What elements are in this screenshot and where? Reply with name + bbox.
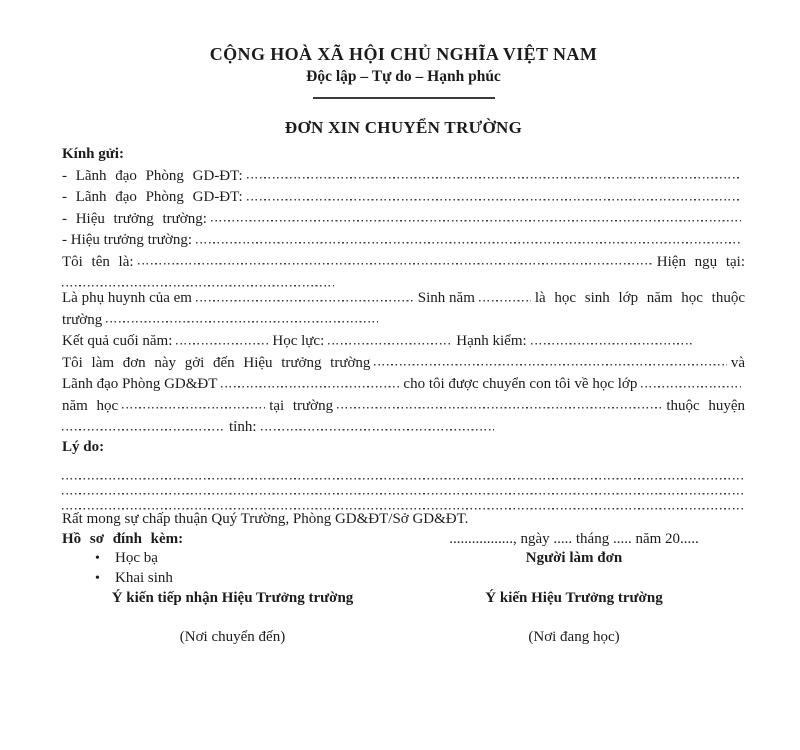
academic-field [328,330,452,345]
destination-school-label: tại trường [269,397,334,414]
birth-year-field [479,287,531,302]
applicant-name-label: Tôi tên là: [62,253,134,270]
target-principal-field [374,352,726,367]
recipient-line-4 [62,229,745,251]
opinions-note-row [62,628,745,648]
recipient-1-label: - Lãnh đạo Phòng GD-ĐT: [62,167,243,184]
closing-line [62,510,745,530]
receiving-principal-opinion-title: Ý kiến tiếp nhận Hiệu Trưởng trường [111,590,354,606]
residence-continuation-line [62,272,745,287]
header-divider [313,97,495,99]
reason-field-3 [62,495,745,510]
form-title: ĐƠN XIN CHUYỂN TRƯỜNG [284,118,523,137]
request-intro-label: Tôi làm đơn này gởi đến Hiệu trưởng trường [62,354,371,371]
attachments-label: Hồ sơ đính kèm: [62,530,184,547]
reason-line-1 [62,465,745,480]
destination-school-field [337,395,662,410]
date-place-line: ................., ngày ..... tháng ..... năm 20..... [449,530,699,547]
district-field [62,416,225,431]
request-line-2 [62,373,745,395]
form-body [62,145,745,647]
attachments-column [62,530,403,589]
applicant-name-field [138,251,653,266]
guardian-line [62,287,745,309]
residence-field [62,272,334,287]
signature-column [403,530,745,589]
recipient-1-field [247,165,741,180]
guardian-label: Là phụ huynh của em [62,290,192,306]
recipient-line-3 [62,208,745,230]
student-name-field [196,287,414,302]
academic-label: Học lực: [272,333,325,349]
attachments-date-row [62,530,745,589]
school-year-label: năm học [62,397,119,414]
school-line [62,309,745,331]
request-and-label: và [730,354,745,371]
request-line-1 [62,352,745,374]
conduct-label: Hạnh kiểm: [456,333,527,349]
attachment-item-transcript [95,549,403,569]
recipient-3-label: - Hiệu trưởng trường: [62,210,207,227]
results-line [62,330,745,352]
attachment-item-label: • Học bạ [115,550,158,566]
residence-label: Hiện ngụ tại: [656,253,745,270]
school-year-field [122,395,265,410]
attachments-list [62,549,403,588]
reason-line-3 [62,495,745,510]
province-field [261,416,494,431]
school-label: trường [62,311,103,328]
closing-text: Rất mong sự chấp thuận Quý Trường, Phòng GD&ĐT/Sở GD&ĐT. [62,511,469,527]
reason-field-2 [62,480,745,495]
request-line-3 [62,395,745,417]
attachment-item-birth-certificate [95,569,403,589]
transfer-request-label: cho tôi được chuyển con tôi về học lớp [403,376,638,392]
current-school-note: (Nơi đang học) [528,628,620,645]
recipient-4-label: - Hiệu trưởng trường: [62,232,193,248]
province-label: tỉnh: [229,419,257,435]
school-field [106,309,378,324]
birth-year-label: Sinh năm [417,290,475,306]
year-result-label: Kết quả cuối năm: [62,333,173,349]
recipient-2-label: - Lãnh đạo Phòng GD-ĐT: [62,189,243,205]
signer-label: Người làm đơn [525,550,623,566]
recipient-4-field [196,229,741,244]
recipient-3-field [211,208,741,223]
current-principal-opinion-title: Ý kiến Hiệu Trưởng trường [485,590,663,606]
grade-field [641,373,741,388]
applicant-name-line [62,251,745,273]
department-label: Lãnh đạo Phòng GD&ĐT [62,376,218,392]
national-title: CỘNG HOÀ XÃ HỘI CHỦ NGHĨA VIỆT NAM [209,44,598,64]
opinions-heading-row [62,589,745,609]
receiving-school-note: (Nơi chuyển đến) [179,628,286,645]
department-field [221,373,399,388]
recipient-2-field [247,186,741,201]
conduct-field [531,330,693,345]
attachment-item-label: • Khai sinh [115,569,173,586]
national-motto: Độc lập – Tự do – Hạnh phúc [306,68,501,85]
document-header [62,42,745,99]
salutation-label: Kính gửi: [62,146,124,162]
year-result-field [176,330,268,345]
reason-label: Lý do: [62,438,105,455]
recipient-line-2 [62,186,745,208]
salutation-label-line [62,145,745,165]
reason-field-1 [62,465,745,480]
reason-label-line [62,438,745,458]
district-label: thuộc huyện [666,397,745,414]
reason-line-2 [62,480,745,495]
recipient-line-1 [62,165,745,187]
request-line-4 [62,416,745,438]
student-of-label: là học sinh lớp năm học thuộc [534,290,745,306]
